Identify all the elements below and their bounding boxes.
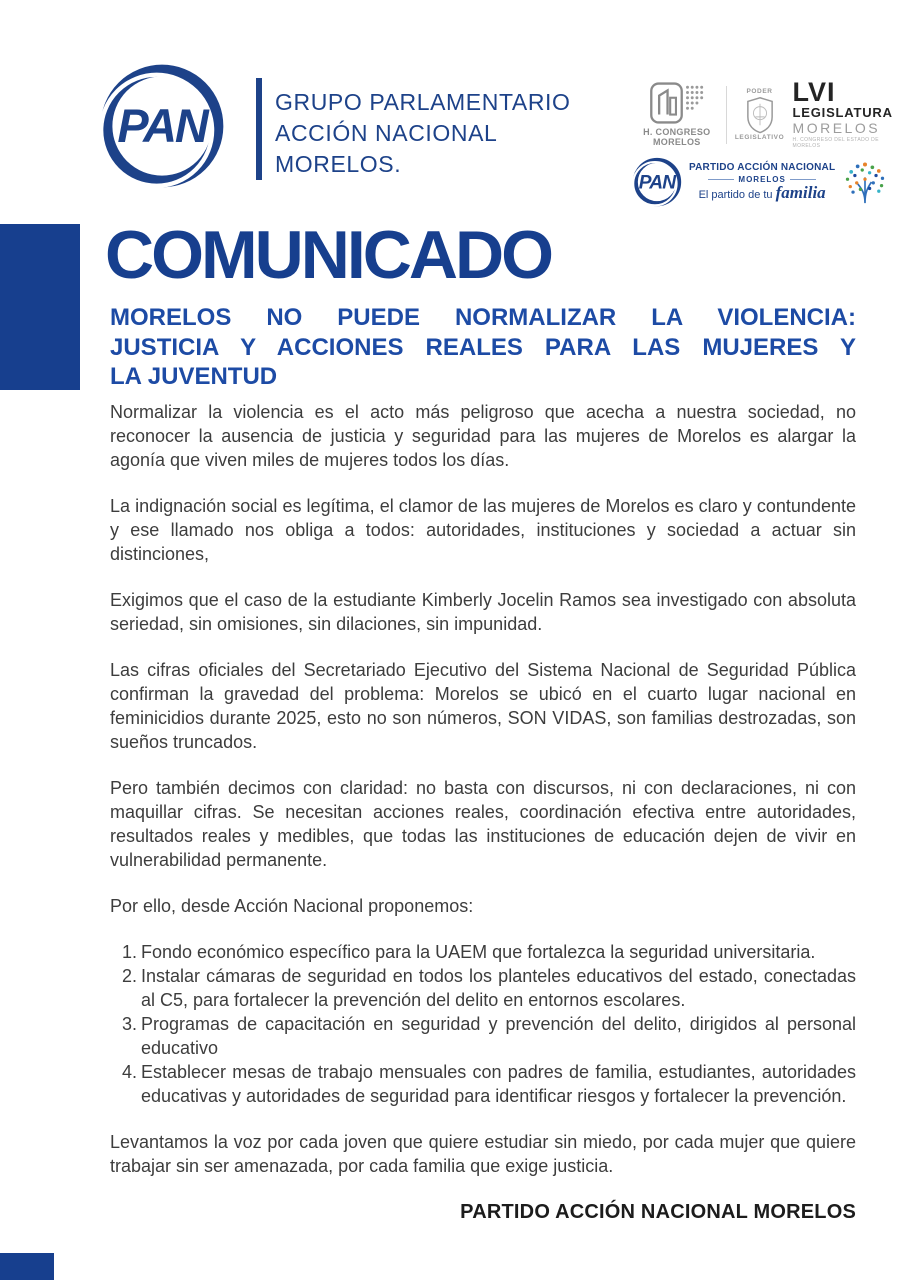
party-tagline: El partido de tu familia [698, 182, 826, 202]
headline [110, 303, 856, 392]
party-rule-right [790, 179, 816, 180]
paragraph: Por ello, desde Acción Nacional proponemos: [110, 896, 474, 916]
paragraph: La indignación social es legítima, el clamor de las mujeres de Morelos es claro y contundente y ese llamado nos obliga a todos: autoridades, instituciones y sociedad a actuar sin distinciones, [110, 496, 856, 564]
legislatura-morelos-text: MORELOS [792, 120, 881, 136]
paragraph: Pero también decimos con claridad: no basta con discursos, ni con declaraciones, ni con maquillar cifras. Se necesitan acciones reales, coordinación efectiva entre autoridades, resultados reales y medibles, que todas las instituciones de educación dejen de vivir en vulnerabilidad permanente. [110, 778, 856, 870]
legislatura-text: LEGISLATURA [792, 105, 893, 120]
family-tree-icon [842, 159, 888, 205]
list-item: Fondo económico específico para la UAEM que fortalezca la seguridad universitaria. [141, 942, 816, 962]
group-title-line2: ACCIÓN NACIONAL [275, 120, 498, 146]
government-logos [638, 77, 905, 149]
party-name: PARTIDO ACCIÓN NACIONAL [689, 161, 836, 173]
legislatura-footnote: H. CONGRESO DEL ESTADO DE MORELOS [792, 137, 879, 149]
paragraph: Las cifras oficiales del Secretariado Ejecutivo del Sistema Nacional de Seguridad Pública confirman la gravedad del problema: Morelos se ubicó en el cuarto lugar nacional en feminicidios durante 2025, esto no son números, SON VIDAS, son familias destrozadas, son sueños truncados. [110, 660, 856, 752]
legislatura-logo [792, 77, 905, 149]
left-accent-block [0, 224, 80, 390]
lvi-text: LVI [792, 77, 836, 107]
logo-separator [726, 86, 727, 144]
pan-circle-icon [98, 62, 226, 190]
congreso-label-line2: MORELOS [652, 137, 701, 147]
party-text-block [689, 162, 835, 203]
congress-building-icon [649, 82, 705, 124]
closing-paragraph: Levantamos la voz por cada joven que quiere estudiar sin miedo, por cada mujer que quiere trabajar sin ser amenazada, por cada familia que exige justicia. [110, 1132, 856, 1176]
list-item: Establecer mesas de trabajo mensuales con padres de familia, estudiantes, autoridades educativas y autoridades de seguridad para identificar riesgos y fortalecer la prevención. [141, 1062, 856, 1106]
congreso-label-line1: H. CONGRESO [643, 127, 711, 137]
body-copy [110, 400, 856, 1224]
bottom-accent-block [0, 1253, 54, 1280]
pan-logo [98, 62, 226, 195]
poder-label-top: PODER [746, 87, 773, 95]
group-title-line1: GRUPO PARLAMENTARIO [275, 89, 571, 115]
page-title: COMUNICADO [105, 217, 551, 293]
party-strip [632, 157, 888, 207]
headline-line2: JUSTICIA Y ACCIONES REALES PARA LAS MUJERES Y [110, 333, 856, 361]
signature: PARTIDO ACCIÓN NACIONAL MORELOS [460, 1201, 856, 1223]
party-state: MORELOS [738, 174, 786, 184]
list-item: Instalar cámaras de seguridad en todos los planteles educativos del estado, conectadas al C5, para fortalecer la prevención del delito en entornos escolares. [141, 966, 856, 1010]
congreso-logo [638, 82, 716, 147]
group-title-line3: MORELOS. [275, 151, 402, 177]
headline-line3: LA JUVENTUD [110, 363, 278, 390]
pan-small-circle-icon [632, 157, 682, 207]
paragraph: Normalizar la violencia es el acto más peligroso que acecha a nuestra sociedad, no reconocer la ausencia de justicia y seguridad para las mujeres de Morelos es alargar la agonía que viven miles de mujeres todos los días. [110, 402, 856, 470]
pan-small-logo-text: PAN [638, 172, 676, 194]
poder-label-bottom: LEGISLATIVO [734, 133, 785, 141]
group-title [275, 87, 571, 180]
headline-line1: MORELOS NO PUEDE NORMALIZAR LA VIOLENCIA: [110, 304, 856, 331]
proposal-list [122, 940, 856, 1108]
list-item: Programas de capacitación en seguridad y prevención del delito, dirigidos al personal educativo [141, 1014, 856, 1058]
party-rule-left [708, 179, 734, 180]
paragraph: Exigimos que el caso de la estudiante Kimberly Jocelin Ramos sea investigado con absoluta seriedad, sin omisiones, sin dilaciones, sin impunidad. [110, 590, 856, 634]
poder-legislativo-logo [734, 87, 785, 142]
header-divider [256, 78, 262, 180]
pan-logo-text: PAN [117, 100, 207, 152]
party-tagline-script: familia [775, 182, 826, 202]
poder-shield-icon [746, 96, 774, 134]
